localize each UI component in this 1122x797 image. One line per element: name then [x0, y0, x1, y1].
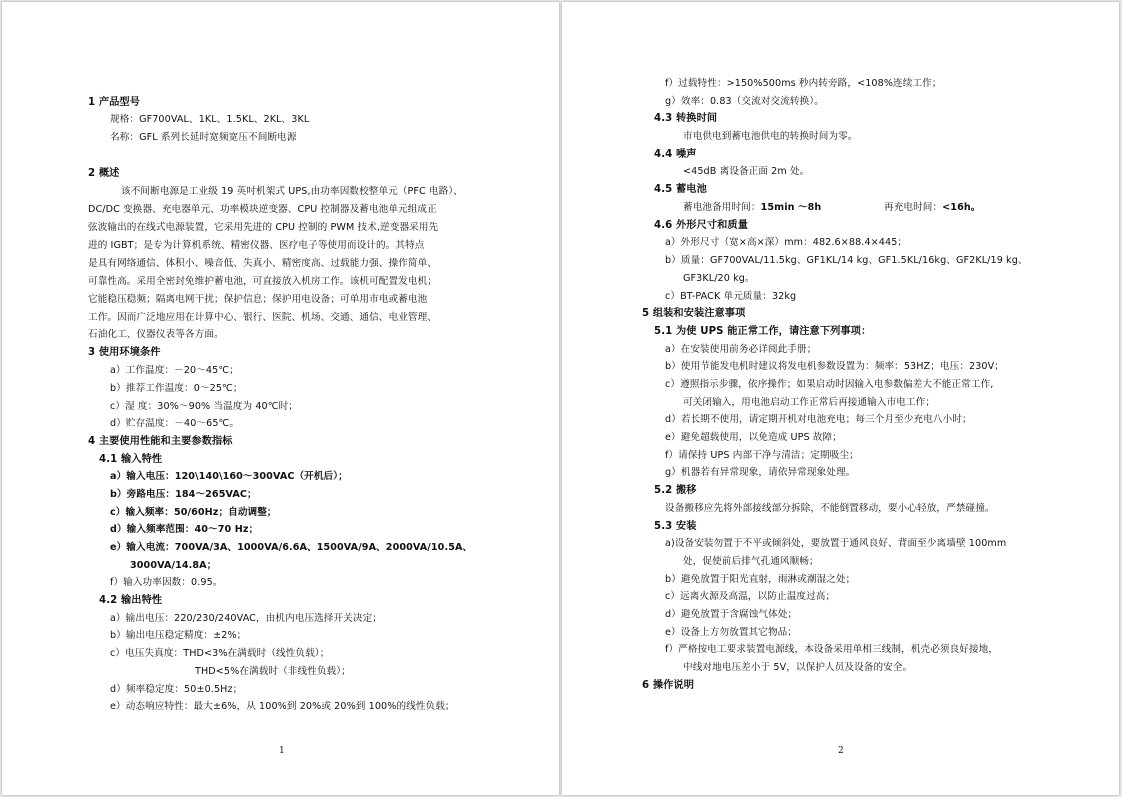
env-item: c）湿 度：30%～90% 当温度为 40℃时； [110, 401, 298, 412]
input-item: e）输入电流：700VA/3A、1000VA/6.6A、1500VA/9A、2000VA/10.5A、 [110, 542, 473, 553]
install-item: d）避免放置于含腐蚀气体处； [665, 609, 798, 620]
input-item: a）输入电压：120\140\160～300VAC（开机后）； [110, 471, 348, 482]
overview-line: 工作。因而广泛地应用在计算中心、银行、医院、机场、交通、通信、电业管理、 [88, 312, 437, 323]
env-item: d）贮存温度：－40～65℃。 [110, 418, 240, 429]
section-5-title: 5 组装和安装注意事项 [642, 308, 746, 319]
overview-line: 石油化工、仪器仪表等各方面。 [88, 329, 224, 340]
dimension-item: GF3KL/20 kg。 [683, 273, 755, 284]
overview-line: 该不间断电源是工业级 19 英吋机架式 UPS,由功率因数校整单元（PFC 电路）、 [121, 186, 463, 197]
output-item: c）电压失真度：THD<3%在满载时（线性负载）； [110, 648, 330, 659]
spec-line: 规格：GF700VAL、1KL、1.5KL、2KL、3KL [110, 114, 310, 125]
input-item: b）旁路电压：184～265VAC； [110, 489, 257, 500]
page-1 [2, 2, 559, 795]
section-4-title: 4 主要使用性能和主要参数指标 [88, 436, 233, 447]
page-number: 1 [279, 746, 285, 756]
overview-line: 可靠性高。采用全密封免维护蓄电池，可直接放入机房工作。该机可配置发电机； [88, 276, 437, 287]
install-item: e）设备上方勿放置其它物品； [665, 627, 798, 638]
moving-text: 设备搬移应先将外部接线部分拆除，不能倒置移动，要小心轻放，严禁碰撞。 [665, 503, 995, 514]
overview-line: 它能稳压稳频；隔离电网干扰；保护信息；保护用电设备；可单用市电或蓄电池 [88, 294, 428, 305]
env-item: b）推荐工作温度：0～25℃； [110, 383, 243, 394]
output-item: d）频率稳定度：50±0.5Hz； [110, 684, 243, 695]
install-item: f）严格按电工要求装置电源线，本设备采用单相三线制，机壳必须良好接地， [665, 644, 999, 655]
output-item: g）效率：0.83（交流对交流转换）。 [665, 96, 824, 107]
section-2-title: 2 概述 [88, 168, 120, 179]
page-2 [562, 2, 1119, 795]
section-5-1-title: 5.1 为使 UPS 能正常工作，请注意下列事项： [654, 326, 872, 337]
section-5-3-title: 5.3 安装 [654, 521, 697, 532]
output-item: b）输出电压稳定精度：±2%； [110, 630, 247, 641]
notice-item: g）机器若有异常现象，请依异常现象处理。 [665, 467, 856, 478]
name-line: 名称：GFL 系列长延时宽频宽压不间断电源 [110, 132, 297, 143]
battery-line [683, 202, 821, 214]
notice-item: f）请保持 UPS 内部干净与清洁；定期吸尘； [665, 450, 859, 461]
section-4-2-title: 4.2 输出特性 [99, 595, 163, 606]
input-item: c）输入频率：50/60Hz；自动调整； [110, 507, 277, 518]
section-6-title: 6 操作说明 [642, 680, 694, 691]
transfer-time-text: 市电供电到蓄电池供电的转换时间为零。 [683, 131, 858, 142]
install-item: a)设备安装勿置于不平或倾斜处，要放置于通风良好、背面至少离墙壁 100mm [665, 538, 1007, 549]
page-number: 2 [838, 746, 844, 756]
input-item: f）输入功率因数：0.95。 [110, 577, 223, 588]
output-item: f）过载特性：>150%500ms 秒内转旁路，<108%连续工作； [665, 78, 942, 89]
backup-time-value: 15min ～8h [760, 202, 822, 213]
overview-line: 进的 IGBT；是专为计算机系统、精密仪器、医疗电子等使用而设计的。其特点 [88, 240, 425, 251]
notice-item: c）遵照指示步骤，依序操作；如果启动时因输入电参数偏差大不能正常工作, [665, 379, 994, 390]
input-item: 3000VA/14.8A； [130, 560, 217, 571]
recharge-time-value: <16h。 [942, 202, 981, 213]
section-5-2-title: 5.2 搬移 [654, 485, 697, 496]
backup-time-label: 蓄电池备用时间： [683, 202, 761, 213]
notice-item: a）在安装使用前务必详阅此手册； [665, 344, 817, 355]
install-item: 处，促使前后排气孔通风顺畅； [683, 556, 819, 567]
input-item: d）输入频率范围：40～70 Hz； [110, 524, 259, 535]
env-item: a）工作温度：－20～45℃； [110, 365, 239, 376]
output-item: THD<5%在满载时（非线性负载）； [195, 666, 351, 677]
section-1-title: 1 产品型号 [88, 97, 140, 108]
dimension-item: b）质量：GF700VAL/11.5kg、GF1KL/14 kg、GF1.5KL/16kg、GF2KL/19 kg、 [665, 255, 1028, 266]
output-item: a）输出电压：220/230/240VAC，由机内电压选择开关决定； [110, 613, 383, 624]
notice-item: 可关闭输入，用电池启动工作正常后再接通输入市电工作； [683, 397, 936, 408]
install-item: b）避免放置于阳光直射，雨淋或潮湿之处； [665, 574, 856, 585]
overview-line: 弦波输出的在线式电源装置，它采用先进的 CPU 控制的 PWM 技术,逆变器采用先 [88, 222, 439, 233]
notice-item: b）使用节能发电机时建议将发电机参数设置为：频率：53HZ；电压：230V； [665, 361, 1004, 372]
overview-line: DC/DC 变换器、充电器单元、功率模块逆变器、CPU 控制器及蓄电池单元组成正 [88, 204, 437, 215]
section-4-5-title: 4.5 蓄电池 [654, 184, 707, 195]
overview-line: 是具有网络通信、体积小、噪音低、失真小、精密度高、过载能力强、操作简单、 [88, 258, 437, 269]
notice-item: d）若长期不使用，请定期开机对电池充电；每三个月至少充电八小时； [665, 414, 972, 425]
section-4-1-title: 4.1 输入特性 [99, 454, 163, 465]
recharge-time-label: 再充电时间： [884, 202, 943, 213]
notice-item: e）避免超载使用，以免造成 UPS 故障； [665, 432, 842, 443]
section-4-3-title: 4.3 转换时间 [654, 113, 718, 124]
output-item: e）动态响应特性：最大±6%，从 100%到 20%或 20%到 100%的线性负载； [110, 701, 455, 712]
section-4-6-title: 4.6 外形尺寸和质量 [654, 220, 749, 231]
section-3-title: 3 使用环境条件 [88, 347, 161, 358]
noise-text: <45dB 离设备正面 2m 处。 [683, 166, 810, 177]
section-4-4-title: 4.4 噪声 [654, 149, 697, 160]
dimension-item: a）外形尺寸（宽×高×深）mm：482.6×88.4×445； [665, 237, 908, 248]
dimension-item: c）BT-PACK 单元质量：32kg [665, 291, 797, 302]
install-item: 中线对地电压差小于 5V，以保护人员及设备的安全。 [683, 662, 913, 673]
install-item: c）远离火源及高温，以防止温度过高； [665, 591, 836, 602]
recharge-line [884, 202, 981, 214]
